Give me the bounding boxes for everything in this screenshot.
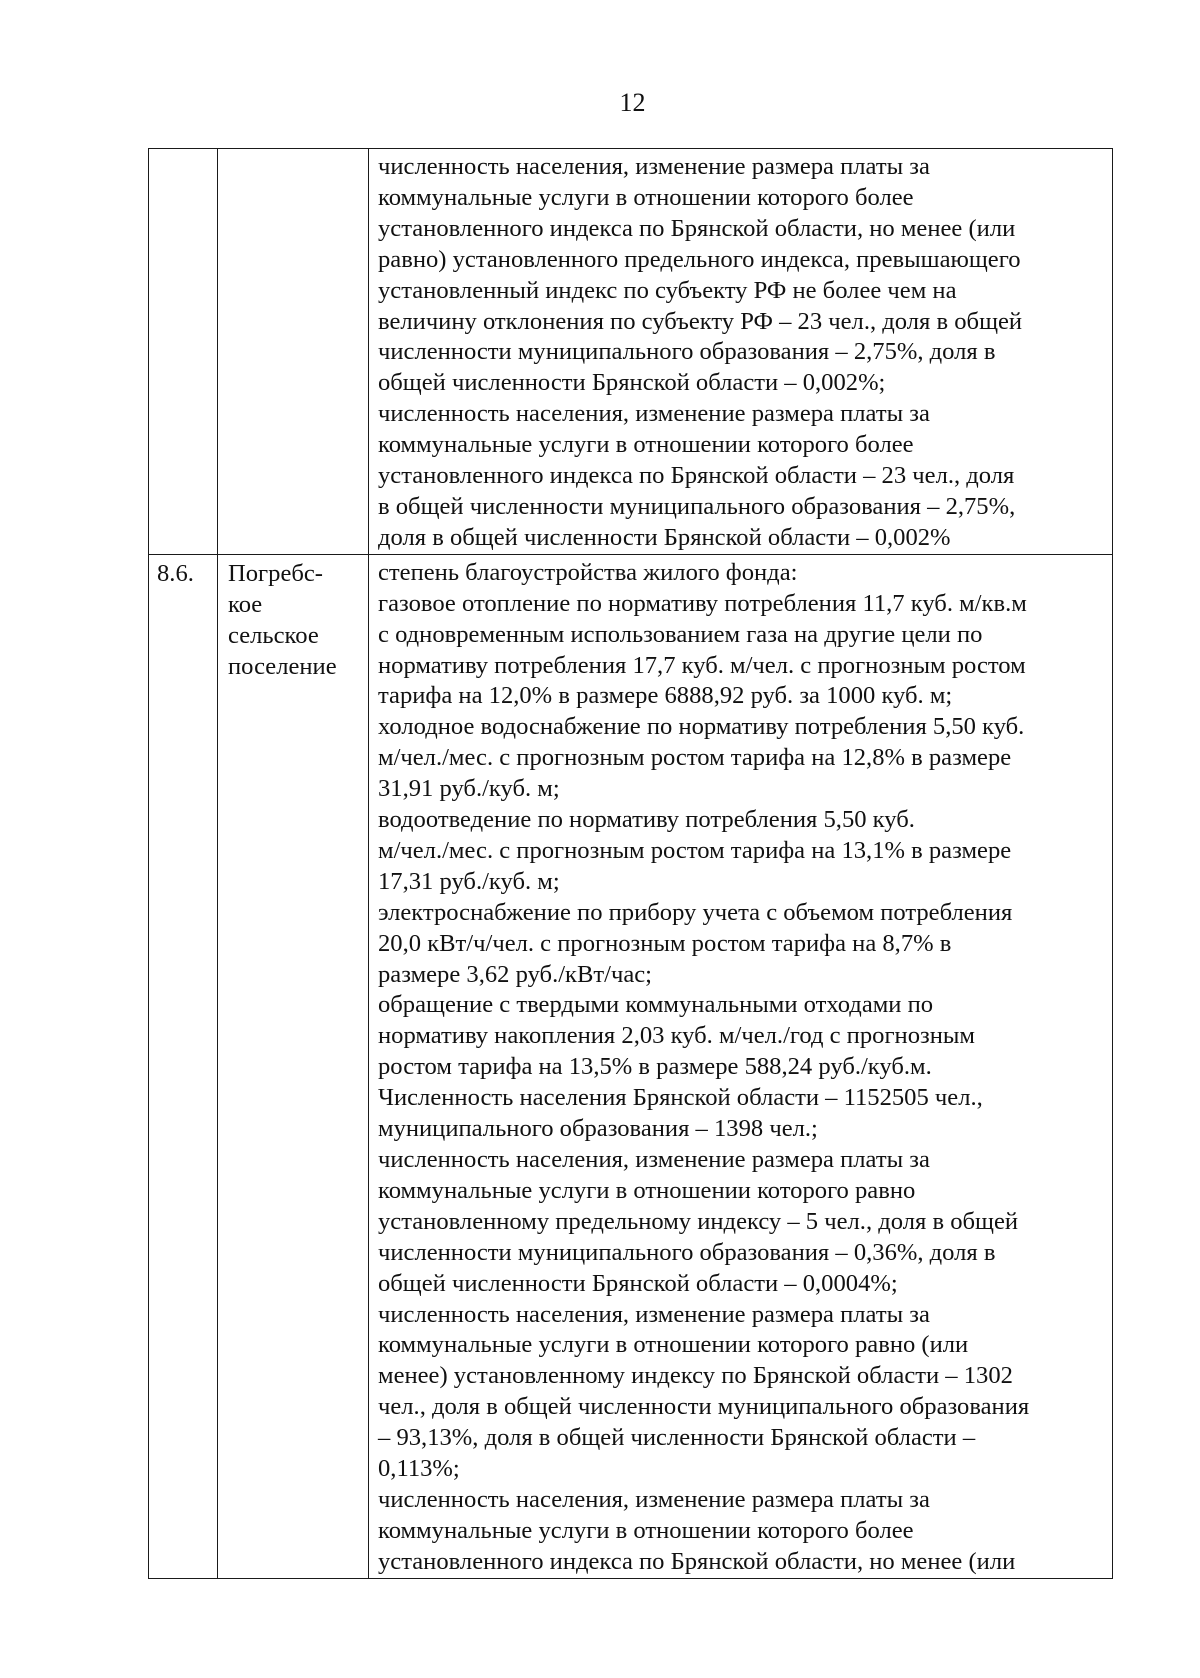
- text-line: в общей численности муниципального образования – 2,75%,: [378, 492, 1016, 520]
- text-line: установленный индекс по субъекту РФ не более чем на: [378, 276, 957, 304]
- text-line: электроснабжение по прибору учета с объемом потребления: [378, 898, 1013, 926]
- text-line: м/чел./мес. с прогнозным ростом тарифа на 12,8% в размере: [378, 744, 1012, 772]
- text-line: коммунальные услуги в отношении которого более: [378, 431, 914, 459]
- row-number-cell: 8.6.: [149, 554, 218, 1578]
- settlement-name-line: сельское: [228, 621, 319, 649]
- settlement-name-cell: [218, 554, 369, 1578]
- table-row-8-6: [149, 554, 1113, 1578]
- municipal-index-table: [148, 148, 1113, 1579]
- text-line: с одновременным использованием газа на другие цели по: [378, 620, 983, 648]
- text-line: 20,0 кВт/ч/чел. с прогнозным ростом тарифа на 8,7% в: [378, 929, 952, 957]
- text-line: Численность населения Брянской области – 1152505 чел.,: [378, 1084, 983, 1112]
- text-line: установленного индекса по Брянской области, но менее (или: [378, 1547, 1016, 1575]
- table-row-continuation: [149, 149, 1113, 555]
- text-line: численность населения, изменение размера платы за: [378, 400, 930, 428]
- text-line: доля в общей численности Брянской области – 0,002%: [378, 523, 951, 551]
- text-line: коммунальные услуги в отношении которого более: [378, 1516, 914, 1544]
- text-line: муниципального образования – 1398 чел.;: [378, 1115, 818, 1143]
- row-number-cell: [149, 149, 218, 555]
- text-line: коммунальные услуги в отношении которого более: [378, 183, 914, 211]
- text-line: тарифа на 12,0% в размере 6888,92 руб. за 1000 куб. м;: [378, 682, 953, 710]
- text-line: равно) установленного предельного индекса, превышающего: [378, 245, 1021, 273]
- text-line: численность населения, изменение размера платы за: [378, 1485, 930, 1513]
- text-line: численность населения, изменение размера платы за: [378, 1300, 930, 1328]
- text-line: обращение с твердыми коммунальными отходами по: [378, 991, 934, 1019]
- text-line: нормативу потребления 17,7 куб. м/чел. с прогнозным ростом: [378, 651, 1026, 679]
- text-line: общей численности Брянской области – 0,0004%;: [378, 1269, 898, 1297]
- settlement-name-line: поселение: [228, 652, 337, 680]
- settlement-name-line: Погребс-: [228, 559, 323, 587]
- text-line: коммунальные услуги в отношении которого равно (или: [378, 1331, 969, 1359]
- text-line: общей численности Брянской области – 0,002%;: [378, 369, 886, 397]
- text-line: м/чел./мес. с прогнозным ростом тарифа на 13,1% в размере: [378, 836, 1012, 864]
- text-line: численность населения, изменение размера платы за: [378, 153, 930, 180]
- settlement-name-cell: [218, 149, 369, 555]
- text-line: нормативу накопления 2,03 куб. м/чел./год с прогнозным: [378, 1022, 975, 1050]
- text-line: – 93,13%, доля в общей численности Брянской области –: [378, 1424, 976, 1452]
- text-line: степень благоустройства жилого фонда:: [378, 558, 798, 586]
- row-content-cell: [369, 149, 1113, 555]
- text-line: ростом тарифа на 13,5% в размере 588,24 руб./куб.м.: [378, 1053, 932, 1081]
- text-line: коммунальные услуги в отношении которого равно: [378, 1176, 916, 1204]
- text-line: газовое отопление по нормативу потребления 11,7 куб. м/кв.м: [378, 589, 1027, 617]
- text-line: водоотведение по нормативу потребления 5,50 куб.: [378, 806, 915, 834]
- text-line: численности муниципального образования – 0,36%, доля в: [378, 1238, 996, 1266]
- text-line: менее) установленному индексу по Брянской области – 1302: [378, 1362, 1013, 1390]
- text-line: численности муниципального образования – 2,75%, доля в: [378, 338, 996, 366]
- text-line: установленного индекса по Брянской области – 23 чел., доля: [378, 462, 1015, 490]
- text-line: чел., доля в общей численности муниципального образования: [378, 1393, 1030, 1421]
- text-line: установленного индекса по Брянской области, но менее (или: [378, 214, 1016, 242]
- page-number: 12: [619, 88, 646, 117]
- settlement-name-line: кое: [228, 590, 263, 618]
- text-line: численность населения, изменение размера платы за: [378, 1146, 930, 1173]
- text-line: размере 3,62 руб./кВт/час;: [378, 960, 653, 988]
- text-line: установленному предельному индексу – 5 чел., доля в общей: [378, 1207, 1019, 1235]
- text-line: холодное водоснабжение по нормативу потребления 5,50 куб.: [378, 713, 1025, 741]
- text-line: 31,91 руб./куб. м;: [378, 775, 560, 803]
- text-line: 17,31 руб./куб. м;: [378, 867, 560, 895]
- text-line: 0,113%;: [378, 1455, 460, 1483]
- row-content-cell: [369, 554, 1113, 1578]
- text-line: величину отклонения по субъекту РФ – 23 чел., доля в общей: [378, 307, 1023, 335]
